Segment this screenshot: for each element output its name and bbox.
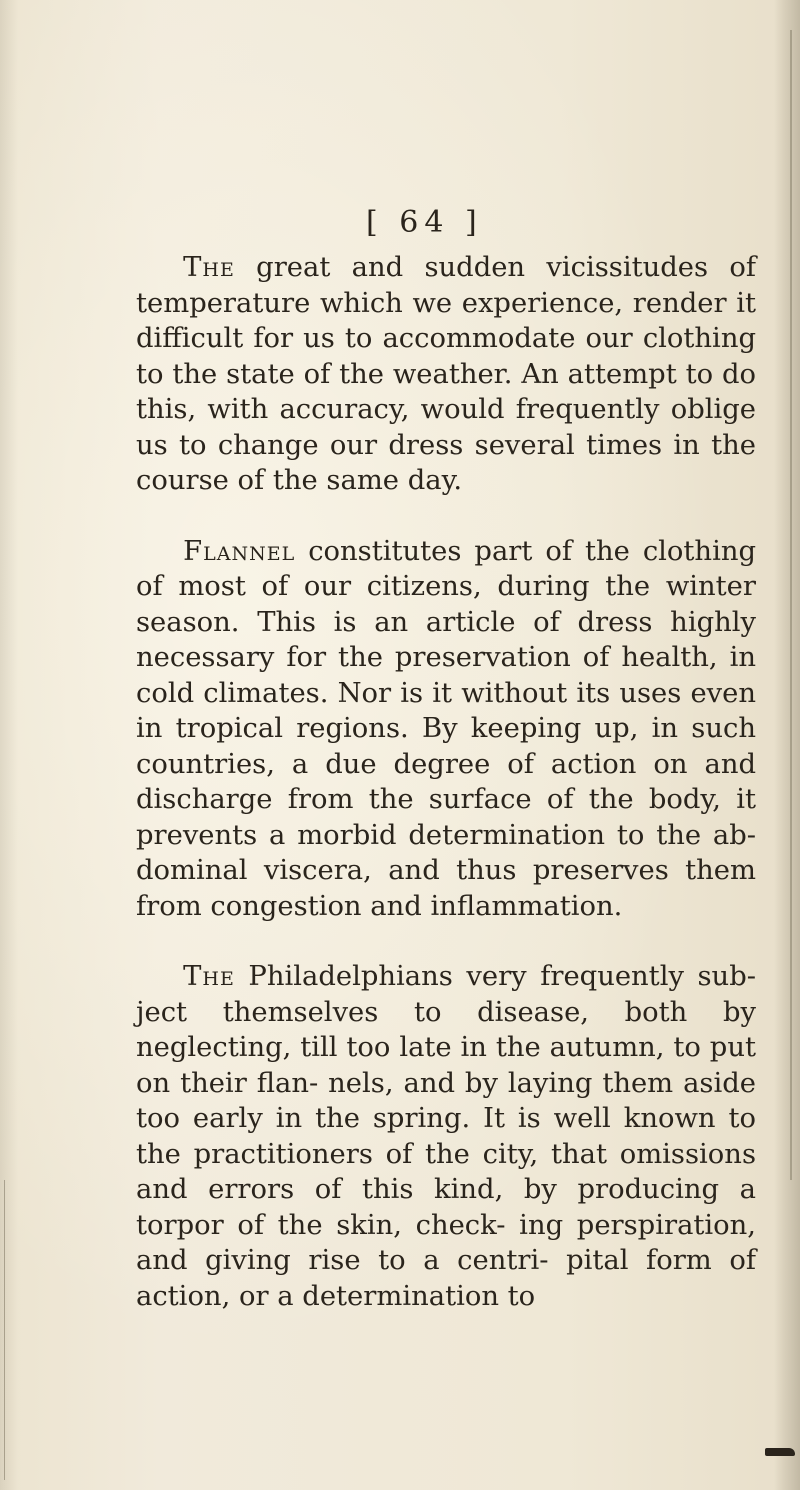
page-text <box>136 250 756 1314</box>
paragraph-lead-word: The <box>183 252 235 283</box>
paragraph-body: Philadelphians very frequently sub- ject themselves to disease, both by neglecting, till too late in the autumn, to put on their flan- nels, and by laying them aside too early in the spring. It is well known to the practitioners of the city, that omissions and errors of this kind, by producing a torpor of the skin, check- ing perspiration, and giving rise to a centri- pital form of action, or a determination to <box>136 961 756 1312</box>
page-edge-line <box>790 30 792 1180</box>
paragraph-lead-word: Flannel <box>183 535 296 567</box>
page-edge-line-lower <box>4 1180 5 1480</box>
paragraph-philadelphians <box>136 959 756 1314</box>
page-right-shadow <box>774 0 800 1490</box>
paragraph-flannel <box>136 534 756 925</box>
page-left-shadow <box>0 0 18 1490</box>
page-number: [ 64 ] <box>366 205 483 240</box>
paragraph-lead-word: The <box>183 961 235 992</box>
corner-ink-mark <box>765 1448 795 1456</box>
paragraph-body: constitutes part of the clothing of most of our citizens, during the winter season. This is an article of dress highly necessary for the preservation of health, in cold climates. Nor is it without its uses even in tropical regions. By keeping up, in such countries, a due degree of action on and discharge from the surface of the body, it prevents a morbid determination to the ab- dominal viscera, and thus preserves them from congestion and inflammation. <box>136 535 756 922</box>
paragraph-vicissitudes <box>136 250 756 499</box>
paragraph-body: great and sudden vicissitudes of temperature which we experience, render it difficult for us to accommodate our clothing to the state of the weather. An attempt to do this, with accuracy, would frequently oblige us to change our dress several times in the course of the same day. <box>136 252 756 496</box>
